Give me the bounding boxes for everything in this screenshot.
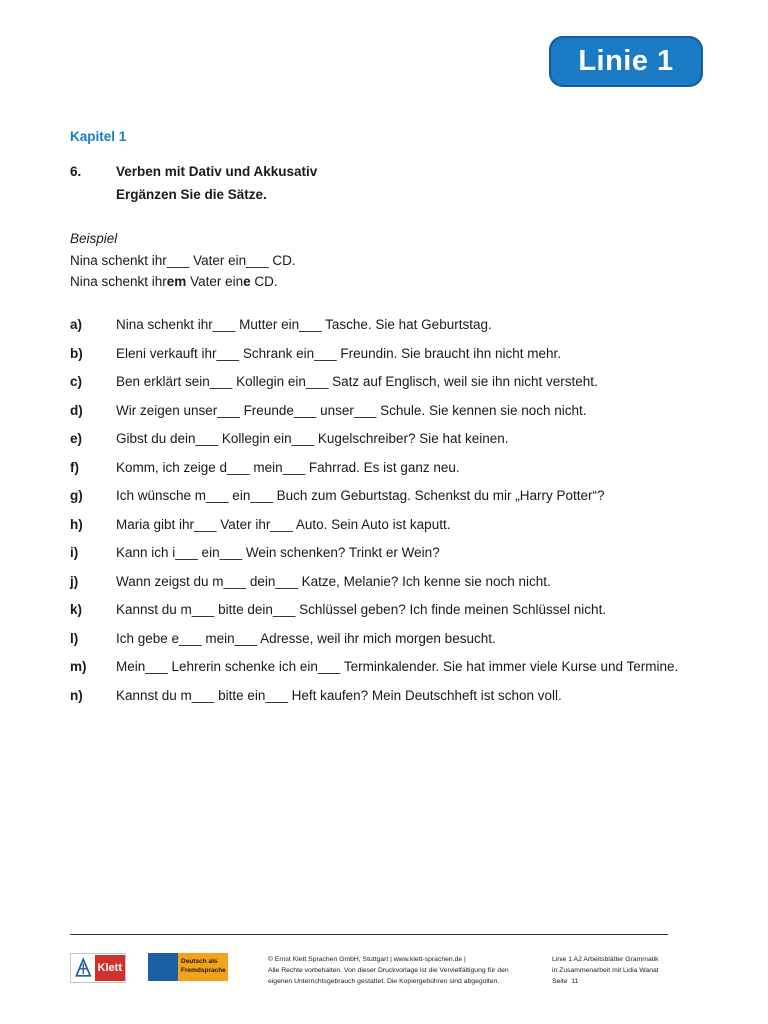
- exercise-letter: b): [70, 345, 83, 361]
- exercise-item: [70, 545, 750, 574]
- daf-logo-line: Deutsch als: [181, 958, 218, 965]
- exercise-text: Ich gebe e___ mein___ Adresse, weil ihr mich morgen besucht.: [116, 630, 496, 646]
- page-label: Seite: [552, 978, 568, 985]
- example-text-part: Nina schenkt ihr: [70, 274, 167, 289]
- exercise-letter: f): [70, 459, 79, 475]
- exercise-text: Wir zeigen unser___ Freunde___ unser___ Schule. Sie kennen sie noch nicht.: [116, 402, 587, 418]
- example-text-part: Vater ein: [186, 274, 244, 289]
- example-sentence-blank: Nina schenkt ihr___ Vater ein___ CD.: [70, 253, 296, 268]
- exercise-text: Wann zeigst du m___ dein___ Katze, Melanie? Ich kenne sie noch nicht.: [116, 573, 551, 589]
- exercise-letter: i): [70, 545, 79, 560]
- exercise-item: [70, 346, 750, 375]
- exercise-item: [70, 488, 750, 517]
- exercise-list: [70, 317, 750, 716]
- exercise-text: Ich wünsche m___ ein___ Buch zum Geburtstag. Schenkst du mir „Harry Potter“?: [116, 488, 605, 503]
- exercise-item: [70, 374, 750, 403]
- copyright-line: Alle Rechte vorbehalten. Von dieser Druckvorlage ist die Vervielfältigung für den: [268, 967, 509, 974]
- exercise-letter: k): [70, 602, 83, 617]
- exercise-letter: g): [70, 488, 83, 503]
- example-label: Beispiel: [70, 231, 118, 246]
- exercise-letter: d): [70, 402, 83, 418]
- publication-title: Linie 1 A2 Arbeitsblätter Grammatik: [552, 956, 659, 963]
- exercise-text: Nina schenkt ihr___ Mutter ein___ Tasche. Sie hat Geburtstag.: [116, 317, 492, 332]
- exercise-item: [70, 317, 750, 346]
- klett-mark-icon: [72, 955, 95, 981]
- exercise-letter: l): [70, 630, 79, 646]
- example-ending: em: [166, 274, 187, 289]
- klett-logo-text: Klett: [95, 955, 125, 981]
- exercise-letter: m): [70, 659, 87, 674]
- copyright-line: eigenen Unterrichtsgebrauch gestattet. Die Kopiergebühren sind abgegolten.: [268, 978, 500, 985]
- exercise-text: Kannst du m___ bitte ein___ Heft kaufen? Mein Deutschheft ist schon voll.: [116, 687, 562, 703]
- exercise-text: Maria gibt ihr___ Vater ihr___ Auto. Sein Auto ist kaputt.: [116, 516, 451, 532]
- exercise-letter: e): [70, 431, 83, 446]
- exercise-letter: h): [70, 516, 83, 532]
- copyright-notice: [268, 954, 538, 987]
- exercise-text: Kannst du m___ bitte dein___ Schlüssel geben? Ich finde meinen Schlüssel nicht.: [116, 602, 607, 617]
- daf-logo-blue-block: [148, 953, 178, 981]
- exercise-text: Ben erklärt sein___ Kollegin ein___ Satz auf Englisch, weil sie ihn nicht versteht.: [116, 374, 598, 389]
- publication-info: [552, 954, 682, 987]
- task-number: 6.: [70, 164, 82, 179]
- task-title: Verben mit Dativ und Akkusativ: [116, 164, 318, 179]
- publication-author: in Zusammenarbeit mit Lidia Wanat: [552, 967, 659, 974]
- exercise-item: [70, 460, 750, 489]
- example-text-part: CD.: [250, 274, 278, 289]
- exercise-letter: c): [70, 374, 83, 389]
- exercise-letter: a): [70, 317, 83, 332]
- exercise-item: [70, 517, 750, 546]
- example-sentence-solved: [70, 274, 278, 289]
- exercise-text: Mein___ Lehrerin schenke ich ein___ Terminkalender. Sie hat immer viele Kurse und Termine.: [116, 659, 679, 674]
- exercise-item: [70, 403, 750, 432]
- exercise-item: [70, 688, 750, 717]
- exercise-item: [70, 431, 750, 460]
- copyright-line: © Ernst Klett Sprachen GmbH, Stuttgart | www.klett-sprachen.de |: [268, 956, 466, 963]
- exercise-text: Gibst du dein___ Kollegin ein___ Kugelschreiber? Sie hat keinen.: [116, 431, 509, 446]
- chapter-heading: Kapitel 1: [70, 129, 127, 144]
- page-number-value: 11: [571, 978, 579, 985]
- exercise-item: [70, 602, 750, 631]
- exercise-letter: j): [70, 573, 79, 589]
- exercise-item: [70, 659, 750, 688]
- exercise-item: [70, 574, 750, 603]
- daf-logo-text: [178, 953, 228, 981]
- klett-logo: [70, 953, 126, 983]
- exercise-item: [70, 631, 750, 660]
- exercise-text: Eleni verkauft ihr___ Schrank ein___ Freundin. Sie braucht ihn nicht mehr.: [116, 345, 562, 361]
- linie-1-logo: Linie 1: [549, 36, 703, 87]
- exercise-text: Komm, ich zeige d___ mein___ Fahrrad. Es ist ganz neu.: [116, 459, 460, 475]
- daf-logo: [148, 953, 228, 981]
- footer-divider: [70, 934, 668, 935]
- daf-logo-line: Fremdsprache: [181, 967, 226, 974]
- page-number: [552, 976, 682, 987]
- task-instruction: Ergänzen Sie die Sätze.: [116, 187, 267, 202]
- exercise-letter: n): [70, 687, 83, 703]
- example-ending: e: [243, 274, 251, 289]
- exercise-text: Kann ich i___ ein___ Wein schenken? Trinkt er Wein?: [116, 545, 440, 560]
